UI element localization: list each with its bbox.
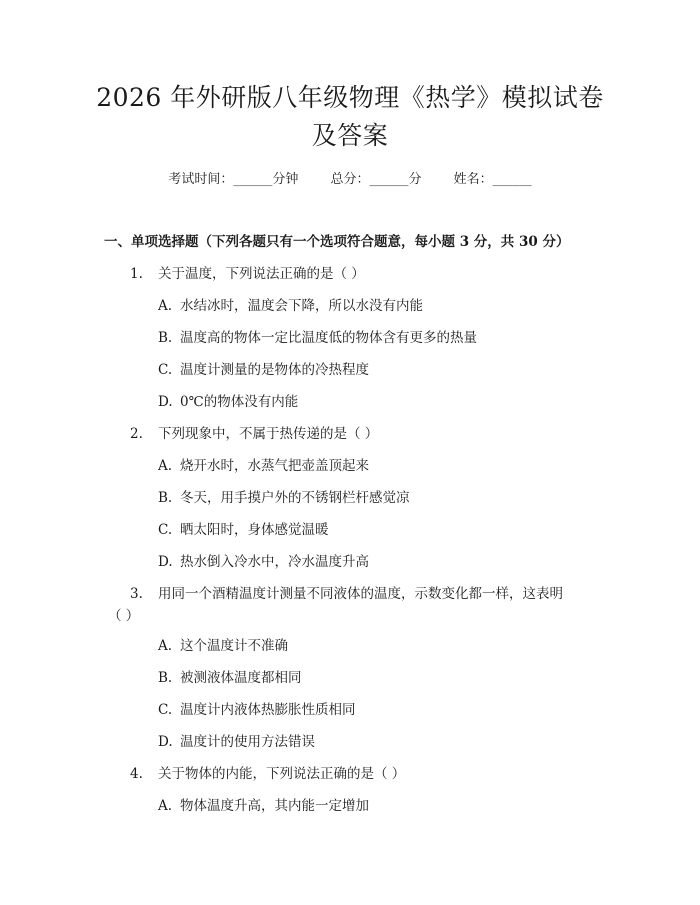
question xyxy=(130,422,378,442)
question-text-continued: （ ） xyxy=(108,608,140,624)
option-text: 热水倒入冷水中，冷水温度升高 xyxy=(180,554,369,570)
question-option xyxy=(158,634,288,654)
question-option xyxy=(158,454,369,474)
option-letter: A. xyxy=(158,458,173,474)
option-letter: C. xyxy=(158,362,173,378)
exam-total-score: 总分：______分 xyxy=(330,172,422,187)
option-text: 这个温度计不准确 xyxy=(180,638,288,654)
student-name-field: 姓名：______ xyxy=(453,172,532,187)
question-number: 4. xyxy=(130,766,143,782)
option-text: 被测液体温度都相同 xyxy=(180,670,302,686)
question-option xyxy=(158,794,369,814)
question xyxy=(130,762,405,782)
question-number: 3. xyxy=(130,586,143,602)
question-option xyxy=(158,326,477,346)
question-number: 2. xyxy=(130,426,143,442)
option-letter: D. xyxy=(158,734,173,750)
option-letter: C. xyxy=(158,522,173,538)
option-letter: B. xyxy=(158,490,173,506)
option-text: 晒太阳时，身体感觉温暖 xyxy=(180,522,329,538)
option-text: 温度计的使用方法错误 xyxy=(180,734,315,750)
option-text: 水结冰时，温度会下降，所以水没有内能 xyxy=(180,298,423,314)
question-text: 下列现象中，不属于热传递的是（ ） xyxy=(158,426,379,442)
question-option xyxy=(158,730,315,750)
question-option xyxy=(158,294,423,314)
option-letter: B. xyxy=(158,330,173,346)
question xyxy=(130,262,365,282)
option-text: 烧开水时，水蒸气把壶盖顶起来 xyxy=(180,458,369,474)
question-option xyxy=(158,518,329,538)
question-option xyxy=(158,358,369,378)
exam-title-line2: 及答案 xyxy=(311,121,389,150)
question-text: 关于温度，下列说法正确的是（ ） xyxy=(158,266,365,282)
option-text: 温度计测量的是物体的冷热程度 xyxy=(180,362,369,378)
question-text: 用同一个酒精温度计测量不同液体的温度，示数变化都一样，这表明 xyxy=(158,586,563,602)
question-option xyxy=(158,698,356,718)
question xyxy=(130,582,563,602)
option-text: 物体温度升高，其内能一定增加 xyxy=(180,798,369,814)
option-text: 冬天，用手摸户外的不锈钢栏杆感觉凉 xyxy=(180,490,410,506)
question-number: 1. xyxy=(130,266,143,282)
option-letter: A. xyxy=(158,298,173,314)
option-text: 0℃的物体没有内能 xyxy=(180,394,299,410)
option-text: 温度高的物体一定比温度低的物体含有更多的热量 xyxy=(180,330,477,346)
question-option xyxy=(158,486,410,506)
option-letter: C. xyxy=(158,702,173,718)
question-option xyxy=(158,390,298,410)
option-letter: A. xyxy=(158,798,173,814)
option-text: 温度计内液体热膨胀性质相同 xyxy=(180,702,356,718)
exam-meta xyxy=(0,168,700,187)
option-letter: D. xyxy=(158,394,173,410)
exam-time: 考试时间：______分钟 xyxy=(168,172,299,187)
question-option xyxy=(158,666,302,686)
question-option xyxy=(158,550,369,570)
question-text: 关于物体的内能，下列说法正确的是（ ） xyxy=(158,766,406,782)
option-letter: B. xyxy=(158,670,173,686)
option-letter: A. xyxy=(158,638,173,654)
exam-title-line1: 2026 年外研版八年级物理《热学》模拟试卷 xyxy=(96,83,604,112)
option-letter: D. xyxy=(158,554,173,570)
section-heading: 一、单项选择题（下列各题只有一个选项符合题意，每小题 3 分，共 30 分） xyxy=(104,234,570,250)
